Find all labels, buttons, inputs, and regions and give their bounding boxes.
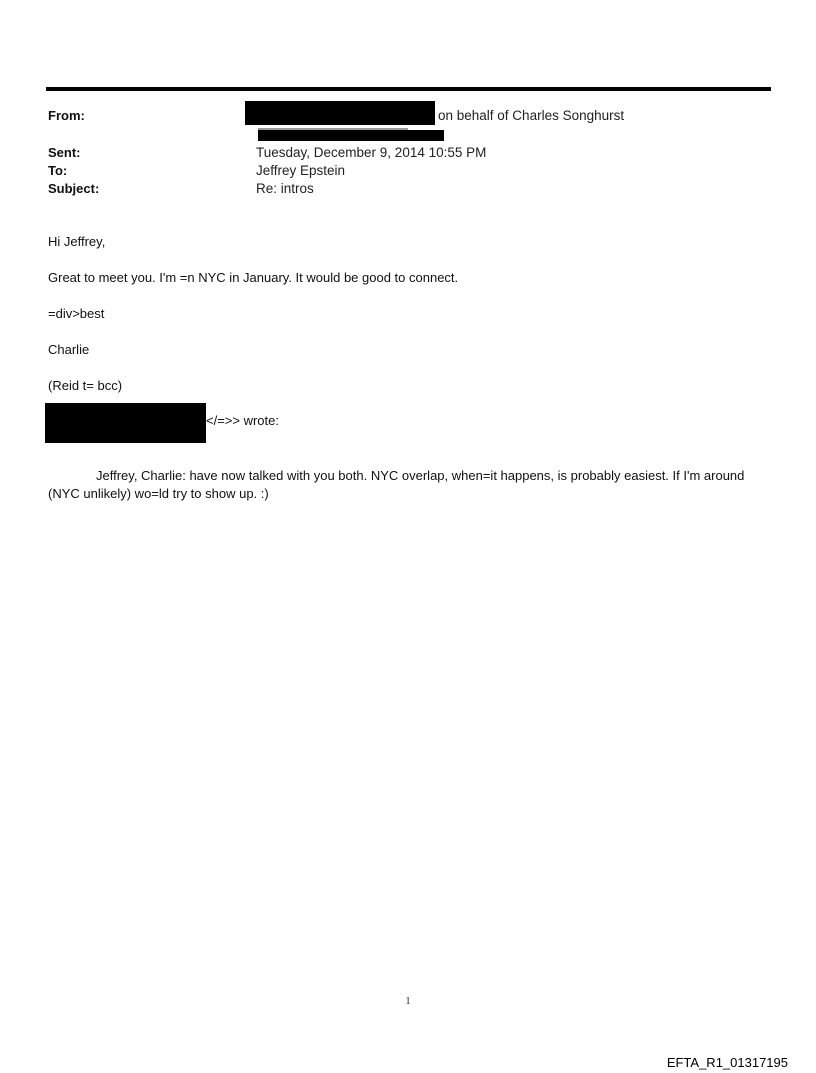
sent-label: Sent: bbox=[48, 145, 81, 160]
header-divider bbox=[46, 87, 771, 91]
sent-value: Tuesday, December 9, 2014 10:55 PM bbox=[256, 145, 487, 160]
to-value: Jeffrey Epstein bbox=[256, 163, 346, 178]
body-line-1: Great to meet you. I'm =n NYC in January. It would be good to connect. bbox=[48, 270, 459, 285]
from-label: From: bbox=[48, 108, 85, 123]
from-redaction bbox=[245, 101, 435, 125]
from-value: on behalf of Charles Songhurst bbox=[438, 108, 625, 123]
to-label: To: bbox=[48, 163, 68, 178]
bates-number: EFTA_R1_01317195 bbox=[666, 1055, 788, 1070]
quoted-message: Jeffrey, Charlie: have now talked with you both. NYC overlap, when=it happens, is probably easiest. If I'm around (NYC unlikely) wo=ld try to show up. :) bbox=[48, 468, 745, 501]
body-line-2: =div>best bbox=[48, 306, 105, 321]
quote-intro: </=>> wrote: bbox=[206, 413, 279, 428]
subject-label: Subject: bbox=[48, 181, 100, 196]
page-number: 1 bbox=[405, 996, 411, 1007]
greeting: Hi Jeffrey, bbox=[48, 234, 106, 249]
quote-sender-redaction bbox=[45, 403, 206, 443]
bcc-note: (Reid t= bcc) bbox=[48, 378, 123, 393]
subject-value: Re: intros bbox=[256, 181, 314, 196]
signature: Charlie bbox=[48, 342, 90, 357]
from-address-redaction bbox=[258, 130, 444, 141]
